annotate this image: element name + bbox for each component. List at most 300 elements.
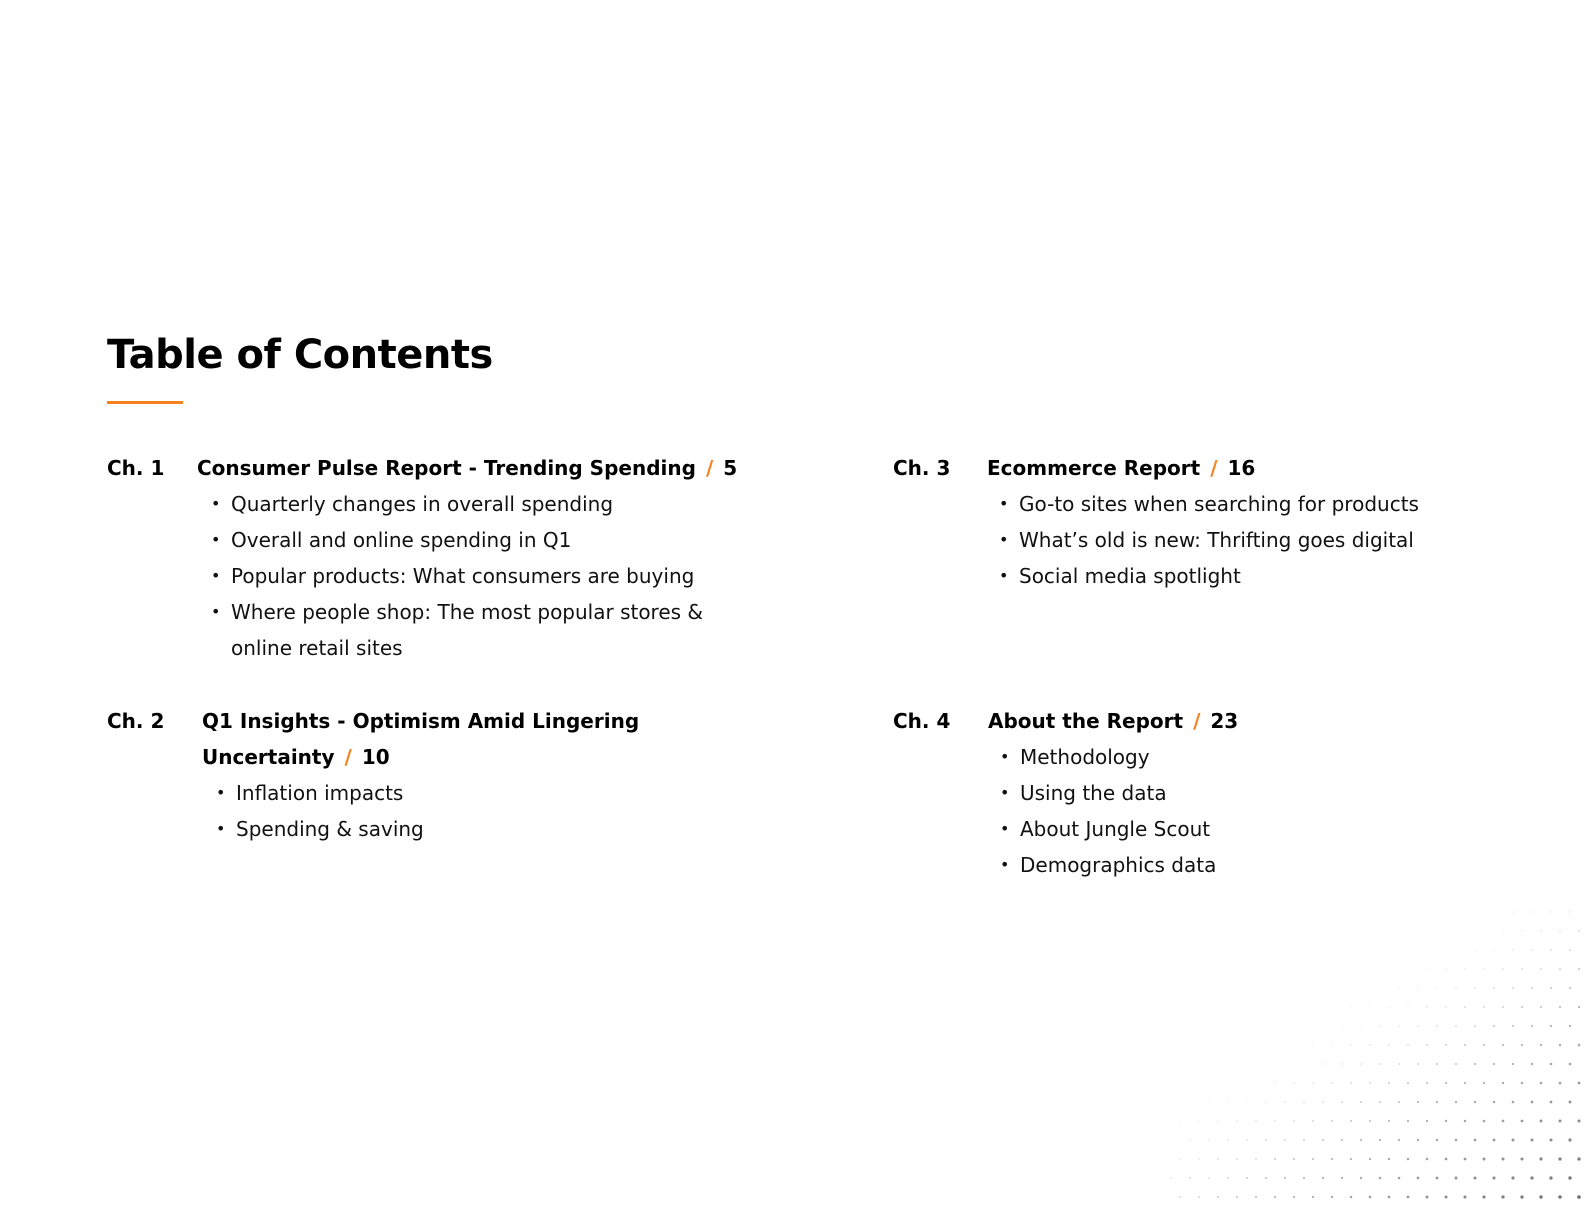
decorative-dot <box>1578 1044 1581 1047</box>
decorative-dot <box>1208 1177 1210 1179</box>
decorative-dot <box>1559 1120 1562 1123</box>
decorative-dot <box>1303 1063 1304 1064</box>
decorative-dot <box>1388 1196 1391 1199</box>
decorative-dot <box>1360 1139 1362 1141</box>
decorative-dot <box>1483 930 1484 931</box>
decorative-dot <box>1474 1063 1476 1065</box>
decorative-dot <box>1483 1044 1485 1046</box>
list-item[interactable]: • Using the data <box>988 775 1568 811</box>
decorative-dot <box>1265 1101 1266 1102</box>
decorative-dot <box>1569 911 1570 912</box>
decorative-dot <box>1540 1006 1542 1008</box>
decorative-dot <box>1274 1082 1275 1083</box>
decorative-dot <box>1284 1101 1286 1103</box>
decorative-dot <box>1369 1158 1371 1160</box>
decorative-dot <box>1246 1101 1247 1102</box>
decorative-dot <box>1379 1063 1381 1065</box>
decorative-dot <box>1407 1044 1409 1046</box>
decorative-dot <box>1312 1044 1313 1045</box>
decorative-dot <box>1199 1083 1200 1084</box>
decorative-dot <box>1312 1120 1314 1122</box>
decorative-dot <box>1322 1063 1323 1064</box>
decorative-dot <box>1531 1063 1533 1065</box>
decorative-dot <box>1388 968 1389 969</box>
decorative-dot <box>1445 1006 1447 1008</box>
decorative-dot <box>1474 911 1475 912</box>
bullet-icon: • <box>211 566 221 585</box>
chapter-1-page-number: 5 <box>723 456 738 480</box>
decorative-dot <box>1217 1082 1218 1083</box>
decorative-dot <box>1350 1158 1352 1160</box>
decorative-dot <box>1464 1006 1466 1008</box>
title-underline <box>107 401 183 404</box>
decorative-dot <box>1350 1120 1352 1122</box>
chapter-3-items <box>987 486 1567 594</box>
decorative-dot <box>1578 930 1580 932</box>
decorative-dot <box>1445 1082 1447 1084</box>
decorative-dot <box>1521 930 1522 931</box>
decorative-dot <box>1436 949 1437 950</box>
bullet-icon: • <box>1000 819 1010 838</box>
decorative-dot <box>1577 1195 1581 1199</box>
decorative-dot <box>1274 1196 1276 1198</box>
decorative-dot <box>1398 1139 1400 1141</box>
decorative-dot <box>1265 1063 1266 1064</box>
decorative-dot <box>1445 1120 1447 1122</box>
decorative-dot <box>1512 1101 1515 1104</box>
chapter-3-heading[interactable] <box>987 450 1567 486</box>
decorative-dot <box>1369 1196 1372 1199</box>
decorative-dot <box>1455 1139 1458 1142</box>
decorative-dot <box>1474 987 1476 989</box>
decorative-dot <box>1322 1101 1324 1103</box>
chapter-3-page-number: 16 <box>1227 456 1256 480</box>
decorative-dot <box>1483 1158 1486 1161</box>
decorative-dot <box>1293 1196 1295 1198</box>
decorative-dot <box>1521 1120 1524 1123</box>
decorative-dot <box>1369 1006 1370 1007</box>
bullet-icon: • <box>1000 747 1010 766</box>
decorative-dot <box>1464 1082 1466 1084</box>
decorative-dot <box>1559 1082 1562 1085</box>
decorative-dot <box>1293 1158 1295 1160</box>
chapter-1-title[interactable]: Consumer Pulse Report - Trending Spending <box>197 456 696 480</box>
list-item[interactable]: • Go-to sites when searching for products <box>987 486 1567 522</box>
decorative-dot <box>1255 1120 1257 1122</box>
decorative-dot <box>1398 987 1399 988</box>
chapter-4-heading[interactable] <box>988 703 1568 739</box>
decorative-dot <box>1179 1158 1180 1159</box>
decorative-dot <box>1520 1195 1523 1198</box>
decorative-dot <box>1531 911 1532 912</box>
decorative-dot <box>1246 1063 1247 1064</box>
decorative-dot <box>1274 1158 1276 1160</box>
decorative-dot <box>1303 1177 1305 1179</box>
chapter-2-items <box>204 775 682 847</box>
decorative-dot <box>1531 1101 1534 1104</box>
decorative-dot <box>1379 987 1380 988</box>
chapter-4-items <box>988 739 1568 883</box>
decorative-dot <box>1360 1101 1362 1103</box>
decorative-dot <box>1341 1025 1342 1026</box>
decorative-dot <box>1293 1120 1295 1122</box>
decorative-dot <box>1171 1102 1172 1103</box>
list-item[interactable]: • Overall and online spending in Q1 <box>199 522 759 558</box>
decorative-dot <box>1559 968 1561 970</box>
bullet-icon: • <box>999 530 1009 549</box>
decorative-dot <box>1369 1120 1371 1122</box>
decorative-dot <box>1512 911 1513 912</box>
chapter-3-label: Ch. 3 <box>893 456 951 480</box>
decorative-dot <box>1502 1120 1505 1123</box>
chapter-4-label: Ch. 4 <box>893 709 951 733</box>
chapter-1-separator: / <box>705 456 714 480</box>
decorative-dot <box>1445 930 1446 931</box>
decorative-dot <box>1426 1120 1428 1122</box>
decorative-dot <box>1341 1101 1343 1103</box>
decorative-dot <box>1236 1158 1238 1160</box>
decorative-dot <box>1445 1044 1447 1046</box>
decorative-dot <box>1388 1120 1390 1122</box>
decorative-dot <box>1189 1101 1190 1102</box>
decorative-dot <box>1388 1006 1389 1007</box>
decorative-dot <box>1189 1177 1191 1179</box>
decorative-dot <box>1455 1025 1457 1027</box>
list-item[interactable]: • What’s old is new: Thrifting goes digital <box>987 522 1567 558</box>
decorative-dot <box>1417 949 1418 950</box>
decorative-dot <box>1284 1139 1286 1141</box>
decorative-dot <box>1265 1177 1267 1179</box>
decorative-dot <box>1407 1120 1409 1122</box>
decorative-dot <box>1255 1082 1256 1083</box>
decorative-dot <box>1483 1006 1485 1008</box>
decorative-dot <box>1398 1177 1401 1180</box>
decorative-dot <box>1189 1139 1190 1140</box>
decorative-dot <box>1559 1044 1561 1046</box>
decorative-dot <box>1569 1025 1571 1027</box>
decorative-dot <box>1350 1082 1352 1084</box>
decorative-dot <box>1379 1177 1382 1180</box>
list-item[interactable]: • About Jungle Scout <box>988 811 1568 847</box>
decorative-dot <box>1474 949 1475 950</box>
decorative-dot <box>1558 1195 1562 1199</box>
bullet-icon: • <box>216 783 226 802</box>
decorative-dot <box>1436 1063 1438 1065</box>
decorative-dot <box>1550 1101 1553 1104</box>
decorative-dot <box>1265 1139 1267 1141</box>
decorative-dot <box>1568 1176 1571 1179</box>
decorative-dot <box>1208 1139 1209 1140</box>
decorative-dot <box>1539 1195 1542 1198</box>
decorative-dot <box>1274 1044 1275 1045</box>
decorative-dot <box>1198 1158 1200 1160</box>
decorative-dot <box>1502 930 1503 931</box>
decorative-dot <box>1341 1177 1343 1179</box>
decorative-dot <box>1426 1196 1429 1199</box>
decorative-dot <box>1198 1120 1199 1121</box>
decorative-dot <box>1474 1139 1477 1142</box>
decorative-dot <box>1369 1082 1371 1084</box>
decorative-dot <box>1379 1101 1381 1103</box>
decorative-dot <box>1331 1044 1332 1045</box>
decorative-dot <box>1474 1025 1476 1027</box>
decorative-dot <box>1360 1177 1362 1179</box>
decorative-dot <box>1426 1006 1428 1008</box>
decorative-dot <box>1436 987 1437 988</box>
decorative-dot <box>1512 987 1514 989</box>
decorative-dot <box>1379 1139 1381 1141</box>
decorative-dot <box>1331 1120 1333 1122</box>
decorative-dot <box>1208 1101 1209 1102</box>
decorative-dot <box>1531 1025 1533 1027</box>
decorative-dot <box>1569 949 1571 951</box>
chapter-2-page-number: 10 <box>361 745 390 769</box>
decorative-dot <box>1483 1082 1485 1084</box>
list-item[interactable]: • Quarterly changes in overall spending <box>199 486 759 522</box>
decorative-dot <box>1303 1139 1305 1141</box>
decorative-dot <box>1549 1176 1552 1179</box>
decorative-dot <box>1407 1082 1409 1084</box>
decorative-dot <box>1274 1120 1276 1122</box>
decorative-dot <box>1293 1082 1294 1083</box>
decorative-dot <box>1493 949 1494 950</box>
decorative-dot <box>1236 1196 1238 1198</box>
decorative-dot <box>1493 1101 1496 1104</box>
decorative-dot-pattern <box>1167 906 1587 1226</box>
decorative-dot <box>1464 1044 1466 1046</box>
bullet-icon: • <box>216 819 226 838</box>
decorative-dot <box>1360 987 1361 988</box>
decorative-dot <box>1350 1044 1351 1045</box>
decorative-dot <box>1179 1196 1181 1198</box>
chapter-1-heading[interactable] <box>197 450 797 486</box>
decorative-dot <box>1426 1158 1429 1161</box>
decorative-dot <box>1228 1064 1229 1065</box>
decorative-dot <box>1407 1158 1410 1161</box>
decorative-dot <box>1312 1158 1314 1160</box>
decorative-dot <box>1284 1063 1285 1064</box>
decorative-dot <box>1436 1101 1438 1103</box>
decorative-dot <box>1407 1006 1408 1007</box>
decorative-dot <box>1331 1082 1333 1084</box>
decorative-dot <box>1512 1025 1514 1027</box>
chapter-4-title[interactable]: About the Report <box>988 709 1184 733</box>
decorative-dot <box>1417 1101 1419 1103</box>
decorative-dot <box>1417 1139 1419 1141</box>
decorative-dot <box>1445 968 1446 969</box>
decorative-dot <box>1531 987 1533 989</box>
decorative-dot <box>1483 968 1485 970</box>
decorative-dot <box>1550 911 1551 912</box>
decorative-dot <box>1550 987 1552 989</box>
decorative-dot <box>1426 968 1427 969</box>
decorative-dot <box>1550 1025 1552 1027</box>
decorative-dot <box>1464 1120 1467 1123</box>
decorative-dot <box>1512 949 1514 951</box>
decorative-dot <box>1521 1044 1523 1046</box>
decorative-dot <box>1398 1101 1400 1103</box>
decorative-dot <box>1227 1177 1229 1179</box>
decorative-dot <box>1530 1176 1533 1179</box>
decorative-dot <box>1501 1195 1504 1198</box>
decorative-dot <box>1521 1082 1524 1085</box>
decorative-dot <box>1521 968 1523 970</box>
decorative-dot <box>1436 1139 1439 1142</box>
decorative-dot <box>1531 1139 1534 1142</box>
decorative-dot <box>1293 1044 1294 1045</box>
chapter-4-page-number: 23 <box>1210 709 1239 733</box>
decorative-dot <box>1493 1025 1495 1027</box>
decorative-dot <box>1303 1101 1305 1103</box>
decorative-dot <box>1236 1120 1237 1121</box>
decorative-dot <box>1322 1177 1324 1179</box>
decorative-dot <box>1455 949 1456 950</box>
list-item[interactable]: • Social media spotlight <box>987 558 1567 594</box>
decorative-dot <box>1312 1196 1314 1198</box>
decorative-dot <box>1170 1177 1172 1179</box>
decorative-dot <box>1284 1177 1286 1179</box>
decorative-dot <box>1550 949 1552 951</box>
decorative-dot <box>1578 968 1580 970</box>
decorative-dot <box>1502 1006 1504 1008</box>
decorative-dot <box>1341 1063 1343 1065</box>
decorative-dot <box>1170 1139 1171 1140</box>
decorative-dot <box>1312 1082 1314 1084</box>
decorative-dot <box>1502 1044 1504 1046</box>
decorative-dot <box>1255 1196 1257 1198</box>
decorative-dot <box>1540 968 1542 970</box>
list-item[interactable]: • Popular products: What consumers are buying <box>199 558 759 594</box>
decorative-dot <box>1455 1101 1457 1103</box>
decorative-dot <box>1559 930 1561 932</box>
decorative-dot <box>1369 1044 1371 1046</box>
bullet-icon: • <box>211 494 221 513</box>
decorative-dot <box>1568 1138 1571 1141</box>
decorative-dot <box>1255 1158 1257 1160</box>
decorative-dot <box>1417 1177 1420 1180</box>
decorative-dot <box>1417 987 1418 988</box>
decorative-dot <box>1493 1139 1496 1142</box>
decorative-dot <box>1464 930 1465 931</box>
list-item[interactable]: • Where people shop: The most popular stores & online retail sites <box>199 594 759 666</box>
decorative-dot <box>1520 1157 1523 1160</box>
decorative-dot <box>1539 1157 1542 1160</box>
decorative-dot <box>1578 1082 1581 1085</box>
decorative-dot <box>1217 1158 1219 1160</box>
decorative-dot <box>1417 1063 1419 1065</box>
decorative-dot <box>1474 1101 1476 1103</box>
decorative-dot <box>1350 1196 1353 1199</box>
decorative-dot <box>1493 987 1495 989</box>
decorative-dot <box>1303 1025 1304 1026</box>
decorative-dot <box>1474 1177 1477 1180</box>
decorative-dot <box>1398 1025 1400 1027</box>
bullet-icon: • <box>1000 783 1010 802</box>
decorative-dot <box>1217 1196 1219 1198</box>
bullet-icon: • <box>999 566 1009 585</box>
chapter-3-title[interactable]: Ecommerce Report <box>987 456 1201 480</box>
decorative-dot <box>1360 1025 1361 1026</box>
chapter-2-heading[interactable] <box>202 703 682 775</box>
decorative-dot <box>1569 1101 1572 1104</box>
decorative-dot <box>1464 968 1465 969</box>
decorative-dot <box>1559 1006 1561 1008</box>
decorative-dot <box>1492 1176 1495 1179</box>
decorative-dot <box>1493 911 1494 912</box>
decorative-dot <box>1322 1139 1324 1141</box>
decorative-dot <box>1436 1177 1439 1180</box>
decorative-dot <box>1502 968 1504 970</box>
decorative-dot <box>1455 1063 1457 1065</box>
chapter-1-items <box>199 486 759 666</box>
decorative-dot <box>1436 1025 1438 1027</box>
bullet-icon: • <box>211 530 221 549</box>
decorative-dot <box>1483 1120 1486 1123</box>
decorative-dot <box>1331 1196 1333 1198</box>
decorative-dot <box>1217 1120 1218 1121</box>
decorative-dot <box>1331 1158 1333 1160</box>
bullet-icon: • <box>999 494 1009 513</box>
chapter-3-separator: / <box>1210 456 1218 480</box>
decorative-dot <box>1388 1158 1390 1160</box>
decorative-dot <box>1455 987 1457 989</box>
decorative-dot <box>1407 968 1408 969</box>
chapter-2-label: Ch. 2 <box>107 709 165 733</box>
decorative-dot <box>1388 1044 1390 1046</box>
decorative-dot <box>1577 1119 1580 1122</box>
decorative-dot <box>1482 1195 1485 1198</box>
decorative-dot <box>1512 1139 1515 1142</box>
chapter-2-title[interactable]: Q1 Insights - Optimism Amid Lingering Uncertainty <box>202 709 640 769</box>
bullet-icon: • <box>211 602 221 621</box>
decorative-dot <box>1502 1082 1504 1084</box>
decorative-dot <box>1512 1063 1514 1065</box>
decorative-dot <box>1445 1196 1448 1199</box>
decorative-dot <box>1379 1025 1380 1026</box>
decorative-dot <box>1540 930 1541 931</box>
decorative-dot <box>1246 1177 1248 1179</box>
decorative-dot <box>1360 1063 1362 1065</box>
decorative-dot <box>1198 1196 1200 1198</box>
decorative-dot <box>1540 1044 1542 1046</box>
decorative-dot <box>1577 1157 1580 1160</box>
decorative-dot <box>1445 1158 1448 1161</box>
decorative-dot <box>1322 1025 1323 1026</box>
decorative-dot <box>1550 1063 1553 1066</box>
list-item[interactable]: • Methodology <box>988 739 1568 775</box>
decorative-dot <box>1558 1157 1561 1160</box>
decorative-dot <box>1569 987 1571 989</box>
decorative-dot <box>1388 1082 1390 1084</box>
decorative-dot <box>1426 1044 1428 1046</box>
decorative-dot <box>1511 1176 1514 1179</box>
decorative-dot <box>1227 1139 1229 1141</box>
decorative-dot <box>1236 1082 1237 1083</box>
decorative-dot <box>1549 1138 1552 1141</box>
decorative-dot <box>1179 1120 1180 1121</box>
list-item[interactable]: • Demographics data <box>988 847 1568 883</box>
decorative-dot <box>1521 1006 1523 1008</box>
chapter-2-separator: / <box>344 745 352 769</box>
decorative-dot <box>1350 1006 1351 1007</box>
list-item[interactable]: • Spending & saving <box>204 811 682 847</box>
decorative-dot <box>1407 1196 1410 1199</box>
list-item[interactable]: • Inflation impacts <box>204 775 682 811</box>
decorative-dot <box>1540 1120 1543 1123</box>
decorative-dot <box>1531 949 1533 951</box>
decorative-dot <box>1227 1101 1228 1102</box>
bullet-icon: • <box>1000 855 1010 874</box>
